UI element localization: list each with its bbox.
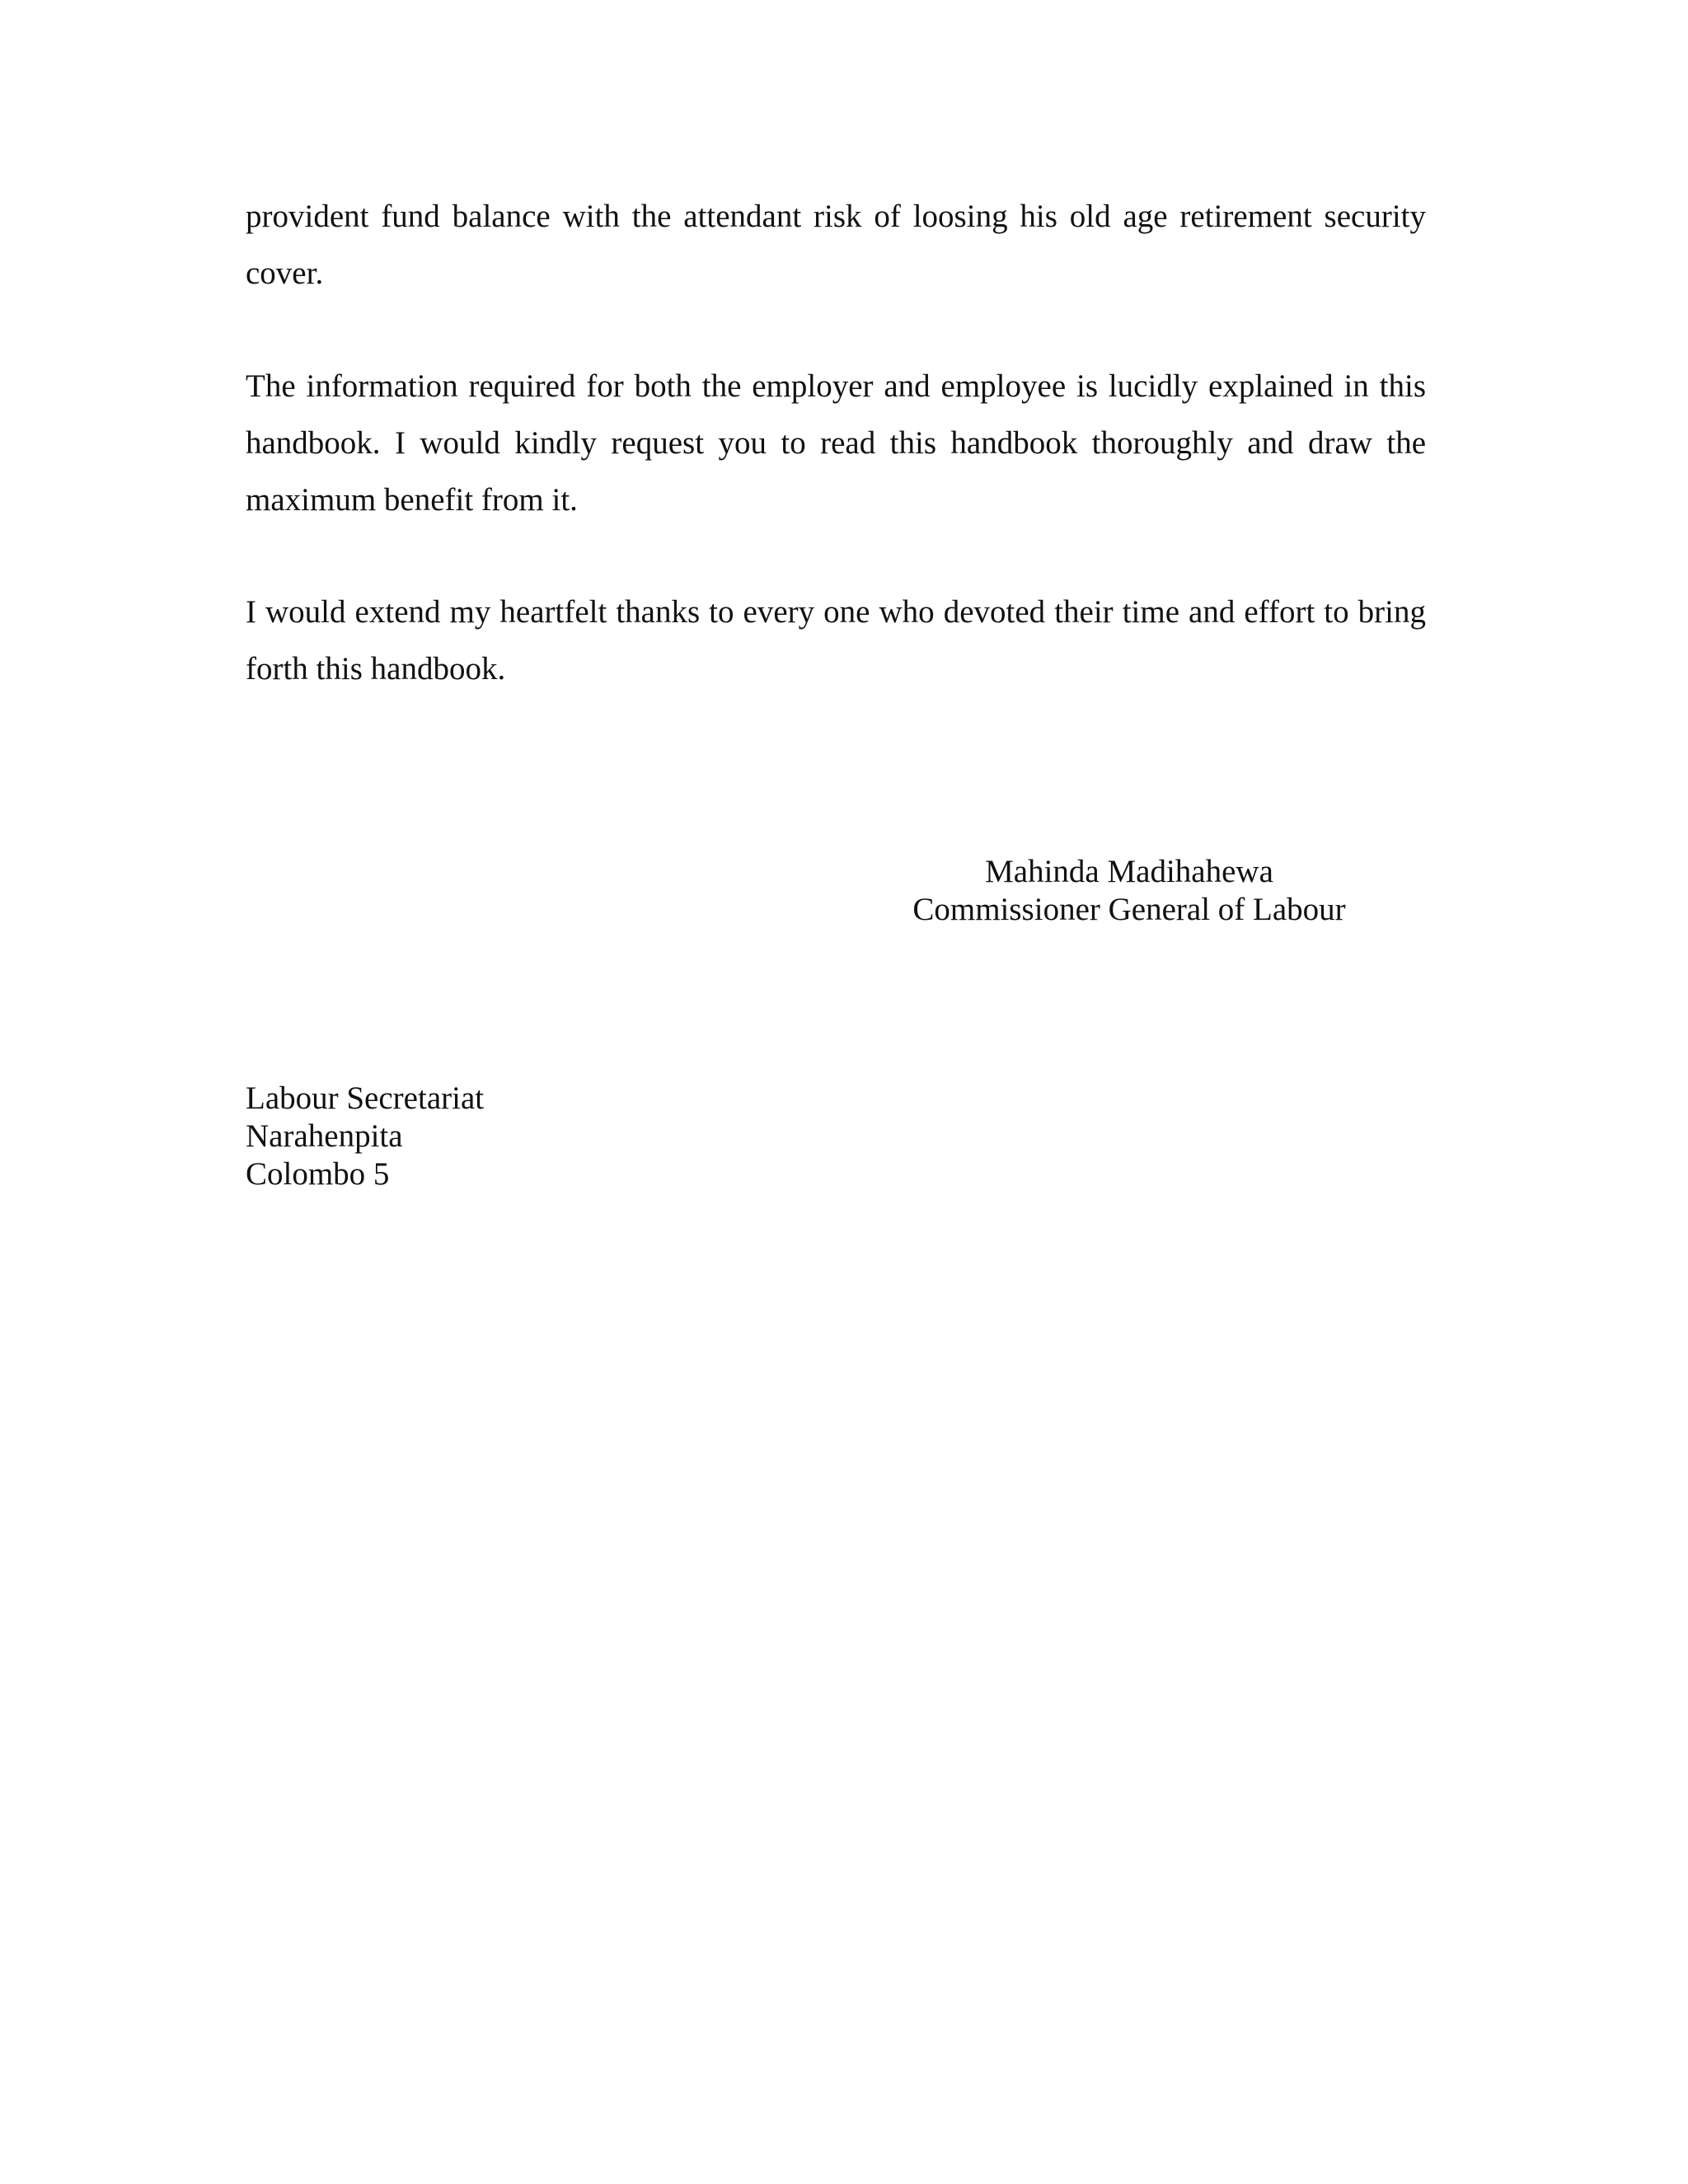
signatory-title: Commissioner General of Labour (912, 892, 1346, 927)
paragraph-thanks: I would extend my heartfelt thanks to every one who devoted their time and effort to bring forth this handbook. (246, 594, 1426, 687)
address-line-3: Colombo 5 (246, 1156, 390, 1192)
paragraph-provident-fund: provident fund balance with the attendant risk of loosing his old age retirement security cover. (246, 199, 1426, 291)
address-line-1: Labour Secretariat (246, 1080, 485, 1116)
address-block (246, 1080, 484, 1193)
signatory-name: Mahinda Madihahewa (985, 854, 1273, 889)
paragraph-handbook-information: The information required for both the employer and employee is lucidly explained in this handbook. I would kindly request you to read this handbook thoroughly and draw the maximum benefit from it. (246, 368, 1426, 518)
address-line-2: Narahenpita (246, 1118, 403, 1154)
signature-block (890, 853, 1368, 929)
